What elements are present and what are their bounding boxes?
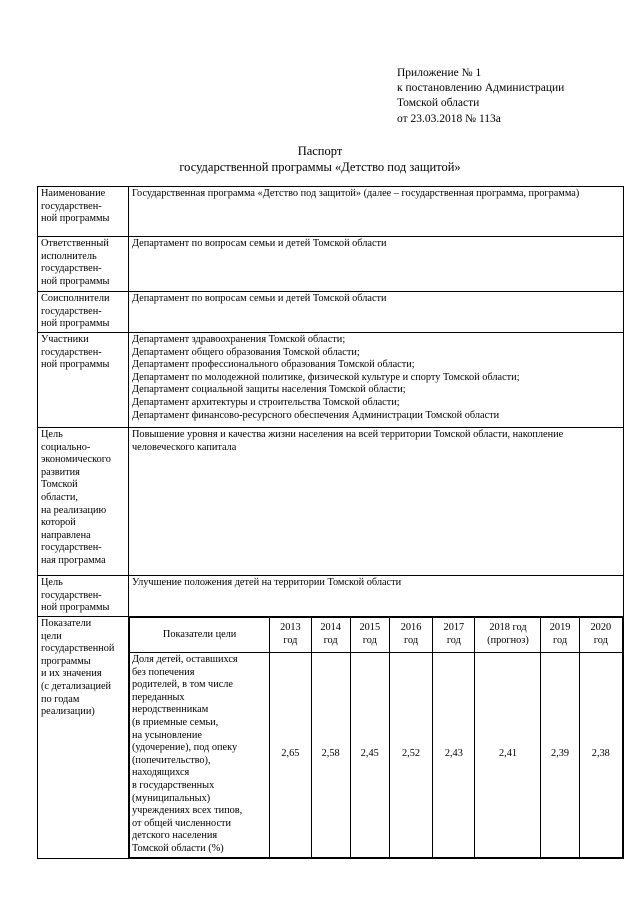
label-line: (с детализацией <box>41 680 112 692</box>
indicators-table <box>129 617 623 858</box>
indicator-line: родителей, в том числе <box>132 679 233 691</box>
year-line: 2016 <box>400 622 422 634</box>
indicators-cell <box>129 617 624 859</box>
appendix-line: от 23.03.2018 № 113а <box>397 112 501 125</box>
indicator-value: 2,39 <box>541 653 579 858</box>
label-line: государствен- <box>41 346 102 358</box>
year-line: год <box>362 635 377 646</box>
participant-item: Департамент общего образования Томской области; <box>132 346 360 358</box>
indicator-line: на усыновление <box>132 729 202 741</box>
label-line: развития <box>41 466 80 478</box>
indicator-line: от общей численности <box>132 817 232 829</box>
row-indicators <box>38 617 624 859</box>
label-line: Соисполнители <box>41 293 110 304</box>
indicator-line: детского населения <box>132 830 218 842</box>
label-line: государствен- <box>41 305 102 317</box>
label-line: ной программы <box>41 318 110 330</box>
title-line: Паспорт <box>297 144 343 158</box>
year-line: год <box>323 635 338 646</box>
indicator-line: Томской области (%) <box>132 842 224 854</box>
year-line: 2014 <box>320 622 341 634</box>
participant-item: Департамент социальной защиты населения Томской области; <box>132 384 406 396</box>
participant-item: Департамент здравоохранения Томской области; <box>132 334 346 345</box>
row-value: Государственная программа «Детство под защитой» (далее – государственная программа, программа) <box>129 187 624 237</box>
label-line: по годам <box>41 693 80 705</box>
header-year <box>350 618 389 653</box>
row-name <box>38 187 624 237</box>
row-label <box>38 576 129 617</box>
row-participants <box>38 333 624 428</box>
label-line: и их значения <box>41 668 102 680</box>
label-line: Наименование <box>41 188 106 199</box>
participant-item: Департамент финансово-ресурсного обеспечения Администрации Томской области <box>132 409 500 421</box>
indicator-line: в государственных <box>132 779 215 791</box>
label-line: государствен- <box>41 200 102 212</box>
participant-item: Департамент по молодежной политике, физической культуре и спорту Томской области; <box>132 371 520 383</box>
label-line: государствен- <box>41 589 102 601</box>
label-line: Цель <box>41 577 63 588</box>
indicator-line: Доля детей, оставшихся <box>132 654 238 665</box>
label-line: которой <box>41 517 76 529</box>
year-line: год <box>446 635 461 646</box>
indicator-line: (попечительство), <box>132 754 211 766</box>
label-line: экономического <box>41 454 111 466</box>
header-year <box>541 618 579 653</box>
indicators-header-row <box>130 618 623 653</box>
row-value: Повышение уровня и качества жизни населения на всей территории Томской области, накопление человеческого капитала <box>129 428 624 576</box>
row-value: Департамент по вопросам семьи и детей Томской области <box>129 292 624 333</box>
label-line: исполнитель <box>41 250 97 262</box>
label-line: социально- <box>41 441 91 453</box>
row-value <box>129 333 624 428</box>
indicator-line: переданных <box>132 691 185 703</box>
header-year <box>270 618 311 653</box>
title-line: государственной программы «Детство под защитой» <box>179 160 461 174</box>
header-year <box>311 618 350 653</box>
indicator-value: 2,45 <box>350 653 389 858</box>
appendix-line: Томской области <box>397 97 480 110</box>
row-label <box>38 187 129 237</box>
appendix-line: к постановлению Администрации <box>397 82 565 95</box>
row-label <box>38 428 129 576</box>
row-label <box>38 333 129 428</box>
label-line: Показатели <box>41 618 92 629</box>
label-line: Участники <box>41 334 89 345</box>
header-year <box>475 618 541 653</box>
indicator-line: (в приемные семьи, <box>132 716 219 728</box>
label-line: Ответственный <box>41 238 109 249</box>
header-year <box>579 618 622 653</box>
row-label <box>38 292 129 333</box>
row-label <box>38 237 129 292</box>
indicator-line: находящихся <box>132 767 190 779</box>
label-line: цели <box>41 630 62 642</box>
indicator-name <box>130 653 270 858</box>
label-line: государствен- <box>41 263 102 275</box>
label-line: реализации) <box>41 706 95 718</box>
label-line: ной программы <box>41 275 110 287</box>
year-line: год <box>593 635 608 646</box>
indicator-line: неродственникам <box>132 704 209 716</box>
label-line: ная программа <box>41 554 106 566</box>
row-responsible <box>38 237 624 292</box>
label-line: Цель <box>41 429 63 440</box>
header-year <box>433 618 475 653</box>
year-line: год <box>553 635 568 646</box>
indicator-row <box>130 653 623 858</box>
indicator-line: (муниципальных) <box>132 792 211 804</box>
label-line: направлена <box>41 529 91 541</box>
indicator-line: без попечения <box>132 666 195 678</box>
year-line: 2013 <box>280 622 301 634</box>
row-program-goal <box>38 576 624 617</box>
participant-item: Департамент профессионального образования Томской области; <box>132 359 415 371</box>
year-line: 2015 <box>359 622 381 634</box>
row-coexecutors <box>38 292 624 333</box>
indicator-value: 2,38 <box>579 653 622 858</box>
label-line: Томской <box>41 479 78 491</box>
header-indicator-name: Показатели цели <box>130 618 270 653</box>
label-line: ной программы <box>41 213 110 225</box>
year-line: 2017 <box>443 622 465 634</box>
document-title <box>0 143 640 175</box>
label-line: программы <box>41 655 91 667</box>
year-line: год <box>404 635 419 646</box>
year-line: 2020 <box>590 622 612 634</box>
indicator-line: (удочерение), под опеку <box>132 742 238 754</box>
indicator-value: 2,52 <box>389 653 432 858</box>
label-line: государственной <box>41 643 115 655</box>
label-line: области, <box>41 491 78 503</box>
passport-table <box>37 186 624 859</box>
appendix-line: Приложение № 1 <box>397 67 482 79</box>
label-line: ной программы <box>41 602 110 614</box>
year-line: 2018 год <box>489 622 527 634</box>
appendix-block <box>397 66 564 127</box>
indicator-value: 2,58 <box>311 653 350 858</box>
year-line: 2019 <box>549 622 571 634</box>
indicator-value: 2,41 <box>475 653 541 858</box>
indicator-value: 2,43 <box>433 653 475 858</box>
year-line: (прогноз) <box>487 635 529 646</box>
label-line: на реализацию <box>41 504 107 516</box>
header-year <box>389 618 432 653</box>
row-value: Улучшение положения детей на территории Томской области <box>129 576 624 617</box>
indicator-value: 2,65 <box>270 653 311 858</box>
indicator-line: учреждениях всех типов, <box>132 805 243 817</box>
label-line: ной программы <box>41 359 110 371</box>
row-value: Департамент по вопросам семьи и детей Томской области <box>129 237 624 292</box>
participant-item: Департамент архитектуры и строительства Томской области; <box>132 396 400 408</box>
row-socio-goal <box>38 428 624 576</box>
year-line: год <box>283 635 298 646</box>
label-line: государствен- <box>41 542 102 554</box>
row-label <box>38 617 129 859</box>
